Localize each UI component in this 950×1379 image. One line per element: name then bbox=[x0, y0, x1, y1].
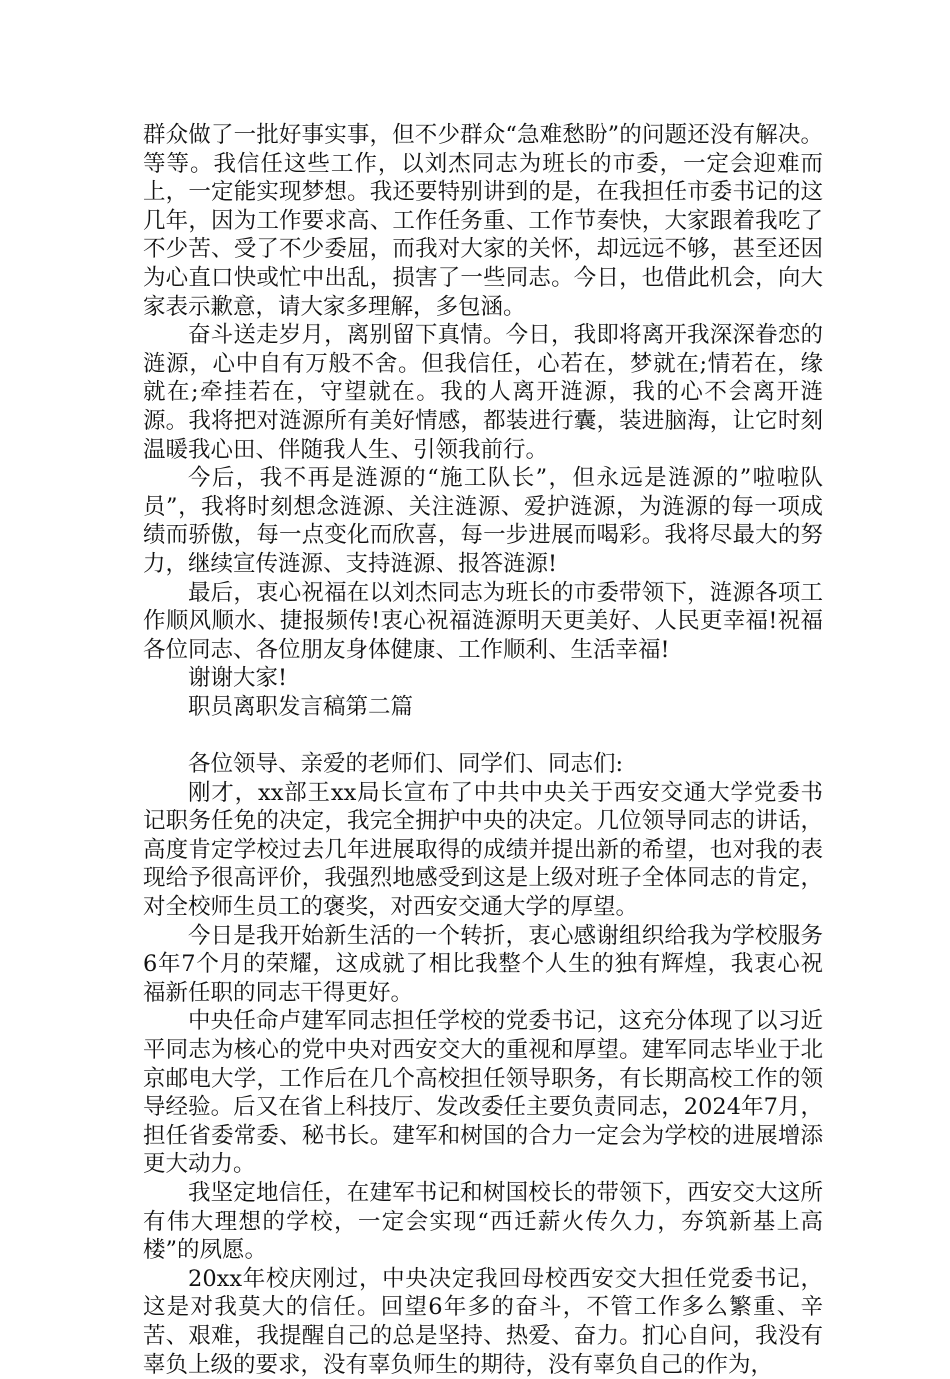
paragraph-7: 中央任命卢建军同志担任学校的党委书记，这充分体现了以习近平同志为核心的党中央对西安交大的重视和厚望。建军同志毕业于北京邮电大学，工作后在几个高校担任领导职务，有长期高校工作的领导经验。后又在省上科技厅、发改委任主要负责同志，2024年7月，担任省委常委、秘书长。建军和树国的合力一定会为学校的进展增添更大动力。 bbox=[143, 1008, 823, 1178]
paragraph-thanks: 谢谢大家! bbox=[188, 665, 288, 692]
paragraph-6: 今日是我开始新生活的一个转折，衷心感谢组织给我为学校服务6年7个月的荣耀，这成就了相比我整个人生的独有辉煌，我衷心祝福新任职的同志干得更好。 bbox=[143, 922, 823, 1006]
paragraph-9: 20xx年校庆刚过，中央决定我回母校西安交大担任党委书记，这是对我莫大的信任。回望6年多的奋斗，不管工作多么繁重、辛苦、艰难，我提醒自己的总是坚持、热爱、奋力。扪心自问，我没有辜负上级的要求，没有辜负师生的期待，没有辜负自己的作为， bbox=[143, 1265, 823, 1378]
paragraph-8: 我坚定地信任，在建军书记和树国校长的带领下，西安交大这所有伟大理想的学校，一定会实现“西迁薪火传久力，夯筑新基上高楼”的夙愿。 bbox=[143, 1179, 823, 1264]
salutation: 各位领导、亲爱的老师们、同学们、同志们: bbox=[188, 751, 624, 778]
section-heading: 职员离职发言稿第二篇 bbox=[188, 693, 414, 720]
paragraph-3: 今后，我不再是涟源的“施工队长”，但永远是涟源的”啦啦队员”，我将时刻想念涟源、关注涟源、爱护涟源，为涟源的每一项成绩而骄傲，每一点变化而欣喜，每一步进展而喝彩。我将尽最大的努力，继续宣传涟源、支持涟源、报答涟源! bbox=[143, 465, 823, 577]
blank-line bbox=[143, 721, 823, 750]
paragraph-2: 奋斗送走岁月，离别留下真情。今日，我即将离开我深深眷恋的涟源，心中自有万般不舍。但我信任，心若在，梦就在;情若在，缘就在;牵挂若在，守望就在。我的人离开涟源，我的心不会离开涟源。我将把对涟源所有美好情感，都装进行囊，装进脑海，让它时刻温暖我心田、伴随我人生、引领我前行。 bbox=[143, 322, 823, 463]
paragraph-1: 群众做了一批好事实事，但不少群众“急难愁盼”的问题还没有解决。等等。我信任这些工作，以刘杰同志为班长的市委，一定会迎难而上，一定能实现梦想。我还要特别讲到的是，在我担任市委书记的这几年，因为工作要求高、工作任务重、工作节奏快，大家跟着我吃了不少苦、受了不少委屈，而我对大家的关怀，却远远不够，甚至还因为心直口快或忙中出乱，损害了一些同志。今日，也借此机会，向大家表示歉意，请大家多理解，多包涵。 bbox=[143, 122, 823, 320]
document-page bbox=[143, 121, 823, 1379]
paragraph-4: 最后，衷心祝福在以刘杰同志为班长的市委带领下，涟源各项工作顺风顺水、捷报频传!衷心祝福涟源明天更美好、人民更幸福!祝福各位同志、各位朋友身体健康、工作顺利、生活幸福! bbox=[143, 579, 823, 663]
paragraph-5: 刚才，xx部王xx局长宣布了中共中央关于西安交通大学党委书记职务任免的决定，我完全拥护中央的决定。几位领导同志的讲话，高度肯定学校过去几年进展取得的成绩并提出新的希望，也对我的表现给予很高评价，我强烈地感受到这是上级对班子全体同志的肯定，对全校师生员工的褒奖，对西安交通大学的厚望。 bbox=[143, 779, 823, 921]
